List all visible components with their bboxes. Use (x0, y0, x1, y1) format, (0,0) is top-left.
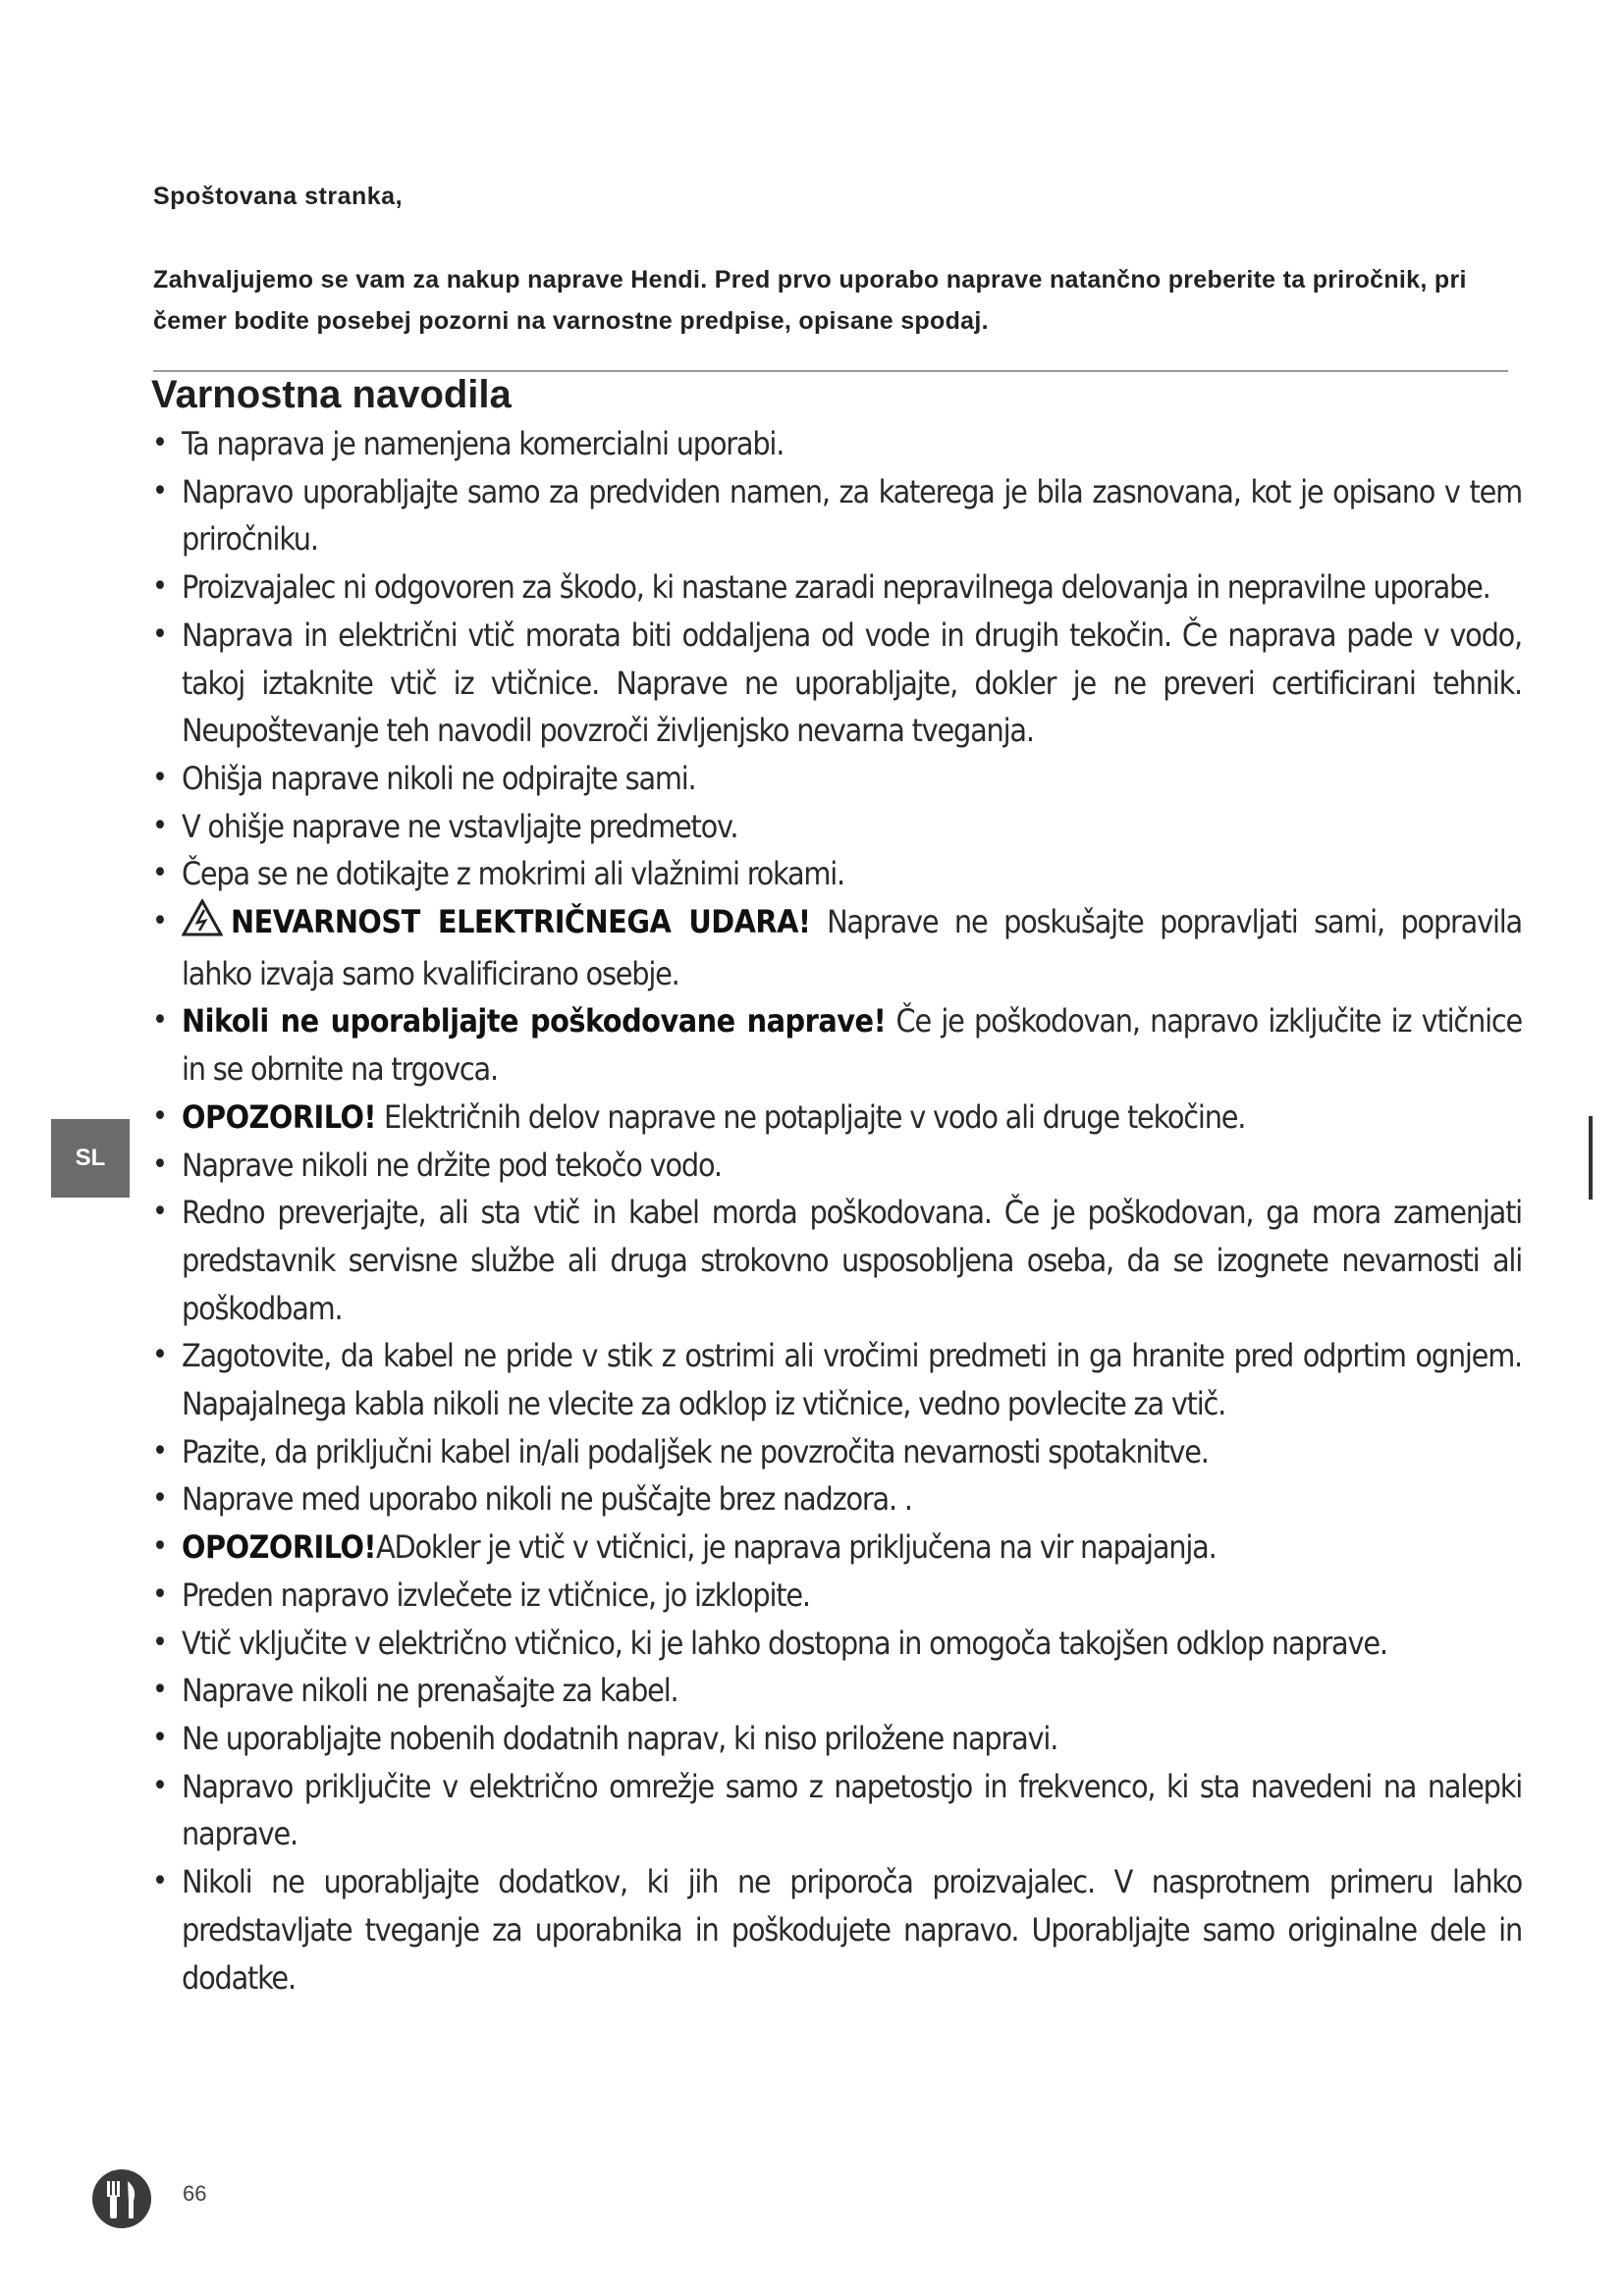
list-item (152, 1858, 1522, 2002)
list-item (152, 1763, 1522, 1858)
bullet: • (152, 1576, 167, 1612)
list-item (152, 997, 1522, 1093)
greeting: Spoštovana stranka, (153, 183, 404, 210)
list-item (152, 1428, 1522, 1476)
bullet: • (152, 1147, 167, 1182)
item-text: Ne uporabljajte nobenih dodatnih naprav, ki niso priložene napravi. (182, 1719, 1058, 1757)
item-text: Vtič vključite v električno vtičnico, ki je lahko dostopna in omogoča takojšen odklop naprave. (182, 1624, 1387, 1662)
list-item (152, 563, 1522, 612)
bullet: • (152, 426, 167, 460)
bullet: • (152, 473, 167, 508)
item-text: Napravo priključite v električno omrežje samo z napetostjo in frekvenco, ki sta navedeni na nalepki naprave. (182, 1767, 1522, 1853)
bullet: • (152, 1864, 167, 1899)
item-text: Če je poškodovan, napravo izključite iz vtičnice in se obrnite na trgovca. (182, 1002, 1523, 1089)
list-item (152, 1094, 1522, 1142)
item-text: Napravo uporabljajte samo za predviden namen, za katerega je bila zasnovana, kot je opisano v tem priročniku. (182, 472, 1522, 559)
item-text: Naprava in električni vtič morata biti oddaljena od vode in drugih tekočin. Če naprava pade v vodo, takoj iztaknite vtič iz vtičnice. Naprave ne uporabljajte, dokler je ne preveri certificirani tehnik. Neupoštevanje teh navodil povzroči življenjsko nevarna tveganja. (182, 615, 1522, 750)
intro-paragraph: Zahvaljujemo se vam za nakup naprave Hendi. Pred prvo uporabo naprave natančno preberite ta priročnik, pri čemer bodite posebej pozorni na varnostne predpise, opisane spodaj. (153, 266, 1467, 335)
divider (153, 370, 1508, 372)
list-item (152, 1523, 1522, 1572)
item-text: Nikoli ne uporabljajte dodatkov, ki jih ne priporoča proizvajalec. V nasprotnem primeru lahko predstavljate tveganje za uporabnika in poškodujete napravo. Uporabljajte samo originalne dele in dodatke. (182, 1863, 1522, 1997)
item-text: Naprave nikoli ne prenašajte za kabel. (182, 1672, 678, 1710)
item-text: Zagotovite, da kabel ne pride v stik z ostrimi ali vročimi predmeti in ga hranite pred odprtim ognjem. Napajalnega kabla nikoli ne vlecite za odklop iz vtičnice, vedno povlecite za vtič. (182, 1337, 1522, 1423)
item-text: V ohišje naprave ne vstavljajte predmetov. (182, 807, 738, 845)
list-item (152, 468, 1522, 563)
list-item (152, 612, 1522, 755)
item-text: Redno preverjajte, ali sta vtič in kabel morda poškodovana. Če je poškodovan, ga mora zamenjati predstavnik servisne službe ali druga strokovno usposobljena oseba, da se izognete nevarnosti ali poškodbam. (182, 1194, 1522, 1327)
electric-hazard-triangle-icon (182, 899, 223, 950)
bullet: • (152, 1098, 167, 1134)
item-text: ADokler je vtič v vtičnici, je naprava priključena na vir napajanja. (376, 1528, 1217, 1567)
bullet: • (152, 616, 167, 652)
item-bold: NEVARNOST ELEKTRIČNEGA UDARA! (231, 903, 811, 941)
language-tab: SL (51, 1119, 130, 1198)
list-item (152, 898, 1522, 997)
list-item (152, 1667, 1522, 1715)
item-text: Čepa se ne dotikajte z mokrimi ali vlažnimi rokami. (182, 855, 844, 893)
bullet: • (152, 1625, 167, 1660)
item-text: Ohišja naprave nikoli ne odpirajte sami. (182, 759, 696, 797)
bullet: • (152, 1338, 167, 1373)
item-bold: Nikoli ne uporabljajte poškodovane naprave! (182, 1002, 887, 1041)
item-text: Preden napravo izvlečete iz vtičnice, jo izklopite. (182, 1575, 810, 1614)
item-text: Električnih delov naprave ne potapljajte v vodo ali druge tekočine. (376, 1097, 1246, 1136)
bullet: • (152, 1529, 167, 1565)
list-item (152, 850, 1522, 898)
list-item (152, 1620, 1522, 1668)
bullet: • (152, 1003, 167, 1039)
list-item (152, 420, 1522, 468)
section-title: Varnostna navodila (151, 373, 512, 416)
list-item (152, 1572, 1522, 1620)
safety-list (152, 420, 1522, 2002)
item-text: Proizvajalec ni odgovoren za škodo, ki nastane zaradi nepravilnega delovanja in nepravilne uporabe. (182, 568, 1490, 607)
side-marker (1589, 1116, 1593, 1200)
bullet: • (152, 808, 167, 843)
item-text: Naprave nikoli ne držite pod tekočo vodo. (182, 1146, 722, 1184)
list-item (152, 1715, 1522, 1763)
list-item (152, 1332, 1522, 1427)
item-text: Naprave ne poskušajte popravljati sami, popravila lahko izvaja samo kvalificirano osebje. (182, 903, 1522, 992)
bullet: • (152, 1481, 167, 1517)
list-item (152, 1142, 1522, 1190)
item-bold: OPOZORILO! (182, 1528, 377, 1567)
bullet: • (152, 1433, 167, 1468)
page-number: 66 (183, 2181, 207, 2206)
cutlery-logo-icon (90, 2167, 153, 2235)
bullet: • (152, 904, 167, 939)
item-bold: OPOZORILO! (182, 1097, 377, 1136)
list-item (152, 1475, 1522, 1523)
bullet: • (152, 569, 167, 605)
bullet: • (152, 1673, 167, 1708)
list-item (152, 803, 1522, 851)
bullet: • (152, 760, 167, 795)
bullet: • (152, 1720, 167, 1755)
bullet: • (152, 856, 167, 891)
item-text: Ta naprava je namenjena komercialni uporabi. (182, 425, 785, 462)
item-text: Naprave med uporabo nikoli ne puščajte brez nadzora. . (182, 1480, 912, 1519)
item-text: Pazite, da priključni kabel in/ali podaljšek ne povzročita nevarnosti spotaknitve. (182, 1432, 1209, 1470)
bullet: • (152, 1195, 167, 1230)
list-item (152, 1189, 1522, 1332)
list-item (152, 755, 1522, 803)
bullet: • (152, 1768, 167, 1803)
